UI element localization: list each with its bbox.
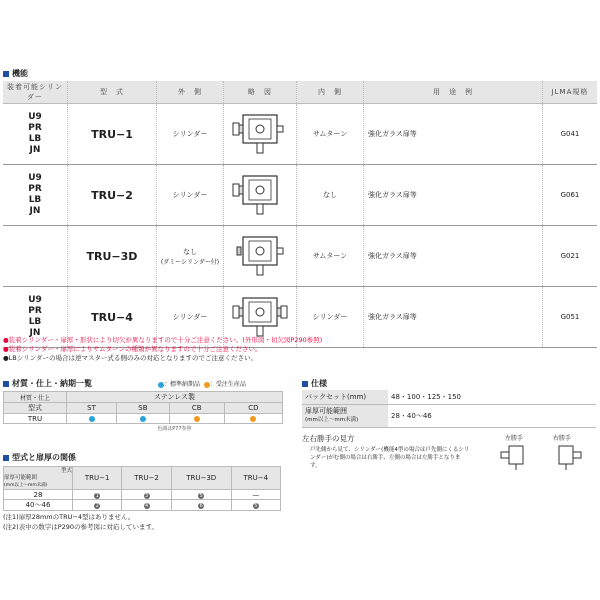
order-dot-icon <box>250 416 256 422</box>
note-item: (注2)表中の数字はP290の参考図に対応しています。 <box>3 523 159 531</box>
model-name: TRU−2 <box>68 165 157 226</box>
right-hand-label: 右勝手 <box>553 435 572 442</box>
cylinder-list: U9 PR LB JN <box>3 104 68 165</box>
hand-text: 戸先側から見て、シリンダー(機能4型の場合は戸先側にくるシリンダー)がむ側の場合は右勝手、左側の場合は左勝手となります。 <box>310 447 470 469</box>
stainless-header: ステンレス製 <box>67 392 283 403</box>
cylinder-list: U9 PR LB JN <box>3 287 68 348</box>
order-dot-icon <box>194 416 200 422</box>
material-header: 材質・仕上 <box>4 392 67 403</box>
relation-model: TRU−1 <box>73 467 122 490</box>
col-inner: 内 側 <box>297 81 364 104</box>
finish-st: ST <box>67 403 117 414</box>
ref-number: 5 <box>199 492 203 499</box>
ref-number: 1 <box>95 492 99 499</box>
standard-dot-icon <box>89 416 95 422</box>
note-item: ●装着シリンダー・扉厚によりサムターンの種類が異なりますので十分ご注意ください。 <box>3 345 262 353</box>
ref-number: 5 <box>254 503 258 509</box>
section-title-spec: 仕様 <box>302 378 327 389</box>
ref-number: 3 <box>144 492 149 499</box>
ref-number: — <box>231 490 280 500</box>
outer-side: なし (ダミーシリンダー付) <box>157 226 224 287</box>
notes <box>3 336 322 363</box>
relation-notes <box>3 512 158 532</box>
ref-number: 2 <box>95 503 99 509</box>
material-model: TRU <box>4 414 67 424</box>
function-row <box>3 165 597 226</box>
inner-side: サムターン <box>297 104 364 165</box>
spec-value: 48・100・125・150 <box>388 390 596 405</box>
finish-cb: CB <box>169 403 224 414</box>
hand-diagram-icon <box>495 442 595 472</box>
ref-number: 4 <box>144 503 149 509</box>
diagram <box>224 226 297 287</box>
diagram <box>224 165 297 226</box>
col-jlma: JLMA規格 <box>543 81 598 104</box>
model-header: 型式 <box>4 403 67 414</box>
diagram <box>224 104 297 165</box>
note-item: ●LBシリンダーの場合は逆マスター式る側のみの対応となりますのでご注意ください。 <box>3 354 257 362</box>
finish-cd: CD <box>224 403 282 414</box>
hand-title: 左右勝手の見方 <box>302 434 355 443</box>
relation-model: TRU−3D <box>171 467 231 490</box>
lock-diagram-icon <box>227 107 293 159</box>
jlma-code: G051 <box>543 287 598 348</box>
relation-table <box>3 466 281 511</box>
section-marker <box>3 455 9 461</box>
relation-corner: 型式 扉厚可能範囲 (mm以上〜mm未満) <box>4 467 72 488</box>
section-title-function: 機能 <box>3 68 28 79</box>
lock-diagram-icon <box>227 168 293 220</box>
model-name: TRU−3D <box>68 226 157 287</box>
cylinder-list: U9 PR LB JN <box>3 165 68 226</box>
jlma-code: G041 <box>543 104 598 165</box>
section-marker <box>3 381 9 387</box>
use-example: 強化ガラス扉等 <box>364 165 543 226</box>
lock-diagram-icon <box>227 229 293 281</box>
spec-label: バックセット(mm) <box>302 390 388 405</box>
function-table <box>3 81 597 348</box>
jlma-code: G021 <box>543 226 598 287</box>
function-row <box>3 104 597 165</box>
material-footnote: 色調はP77参照 <box>157 426 192 432</box>
relation-model: TRU−4 <box>231 467 280 490</box>
col-outer: 外 側 <box>157 81 224 104</box>
material-legend: ：標準納期品 ：受注生産品 <box>158 379 246 388</box>
spec-label: 扉厚可能範囲 (mm以上〜mm未満) <box>302 405 388 428</box>
col-model: 型 式 <box>68 81 157 104</box>
jlma-code: G061 <box>543 165 598 226</box>
outer-side: シリンダー <box>157 287 224 348</box>
note-item: (注1)扉厚28mmのTRU−4型はありません。 <box>3 513 135 521</box>
function-row <box>3 226 597 287</box>
inner-side: なし <box>297 165 364 226</box>
col-diagram: 略 図 <box>224 81 297 104</box>
cylinder-list <box>3 226 68 287</box>
outer-side: シリンダー <box>157 104 224 165</box>
section-title-relation: 型式と扉厚の関係 <box>3 452 76 463</box>
use-example: 強化ガラス扉等 <box>364 104 543 165</box>
section-marker <box>302 381 308 387</box>
thickness-cell: 40〜46 <box>4 500 73 511</box>
inner-side: シリンダー <box>297 287 364 348</box>
model-name: TRU−1 <box>68 104 157 165</box>
model-name: TRU−4 <box>68 287 157 348</box>
use-example: 強化ガラス扉等 <box>364 226 543 287</box>
col-use: 用 途 例 <box>364 81 543 104</box>
material-table <box>3 391 283 433</box>
lock-diagram-icon <box>227 290 293 342</box>
standard-dot-icon <box>140 416 146 422</box>
note-item: ●装着シリンダー・扉厚・形状により切欠が異なりますので十分ご注意ください。(外形図・切欠図P290参照) <box>3 336 323 344</box>
left-hand-label: 左勝手 <box>505 435 524 442</box>
spec-table <box>302 390 596 428</box>
inner-side: サムターン <box>297 226 364 287</box>
spec-value: 28・40〜46 <box>388 405 596 428</box>
finish-sb: SB <box>117 403 170 414</box>
col-cylinder: 装着可能シリンダー <box>3 81 68 104</box>
use-example: 強化ガラス扉等 <box>364 287 543 348</box>
section-title-material: 材質・仕上・納期一覧 <box>3 378 92 389</box>
section-marker <box>3 71 9 77</box>
outer-side: シリンダー <box>157 165 224 226</box>
ref-number: 6 <box>199 503 203 509</box>
relation-model: TRU−2 <box>122 467 171 490</box>
thickness-cell: 28 <box>4 490 73 500</box>
